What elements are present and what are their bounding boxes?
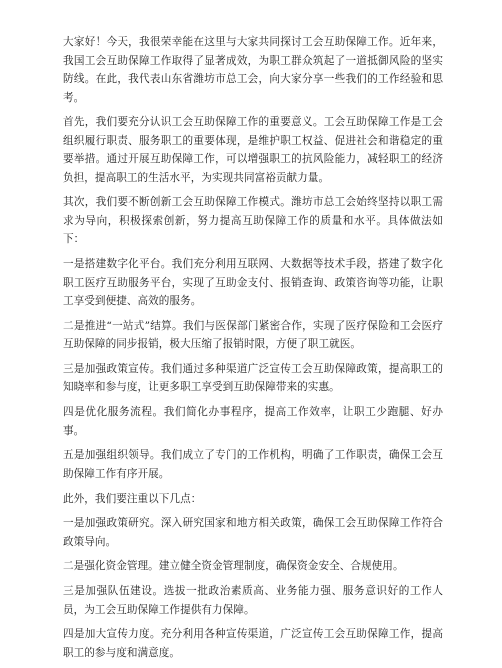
- document-body: [63, 33, 443, 668]
- paragraph-intro: 大家好！今天，我很荣幸能在这里与大家共同探讨工会互助保障工作。近年来，我国工会互助保障工作取得了显著成效，为职工群众筑起了一道抵御风险的坚实防线。在此，我代表山东省潍坊市总工会，向大家分享一些我们的工作经验和思考。: [63, 36, 443, 104]
- paragraph-fund-management: 二是强化资金管理。建立健全资金管理制度，确保资金安全、合规使用。: [63, 560, 404, 573]
- paragraph-service-process: 四是优化服务流程。我们简化办事程序，提高工作效率，让职工少跑腿、好办事。: [63, 406, 443, 437]
- paragraph-additional-points: 此外，我们要注重以下几点：: [63, 492, 202, 505]
- paragraph-policy-publicity: 三是加强政策宣传。我们通过多种渠道广泛宣传工会互助保障政策，提高职工的知晓率和参与度，让更多职工享受到互助保障带来的实惠。: [63, 362, 443, 394]
- paragraph-innovation: 其次，我们要不断创新工会互助保障工作模式。潍坊市总工会始终坚持以职工需求为导向，积极探索创新，努力提高互助保障工作的质量和水平。具体做法如下：: [63, 196, 443, 246]
- paragraph-policy-research: 一是加强政策研究。深入研究国家和地方相关政策，确保工会互助保障工作符合政策导向。: [63, 517, 443, 548]
- paragraph-publicity-effort: 四是加大宣传力度。充分利用各种宣传渠道，广泛宣传工会互助保障工作，提高职工的参与度和满意度。: [63, 628, 443, 659]
- paragraph-leadership: 五是加强组织领导。我们成立了专门的工作机构，明确了工作职责，确保工会互助保障工作有序开展。: [63, 449, 443, 480]
- paragraph-digital-platform: 一是搭建数字化平台。我们充分利用互联网、大数据等技术手段，搭建了数字化职工医疗互助服务平台，实现了互助金支付、报销查询、政策咨询等功能，让职工享受到便捷、高效的服务。: [63, 258, 443, 308]
- paragraph-team-building: 三是加强队伍建设。选拔一批政治素质高、业务能力强、服务意识好的工作人员，为工会互助保障工作提供有力保障。: [63, 585, 443, 616]
- paragraph-significance: 首先，我们要充分认识工会互助保障工作的重要意义。工会互助保障工作是工会组织履行职责、服务职工的重要体现，是维护职工权益、促进社会和谐稳定的重要举措。通过开展互助保障工作，可以增强职工的抗风险能力，减轻职工的经济负担，提高职工的生活水平，为实现共同富裕贡献力量。: [63, 116, 443, 184]
- paragraph-one-stop-settlement: 二是推进“一站式”结算。我们与医保部门紧密合作，实现了医疗保险和工会医疗互助保障的同步报销，极大压缩了报销时限，方便了职工就医。: [63, 319, 443, 351]
